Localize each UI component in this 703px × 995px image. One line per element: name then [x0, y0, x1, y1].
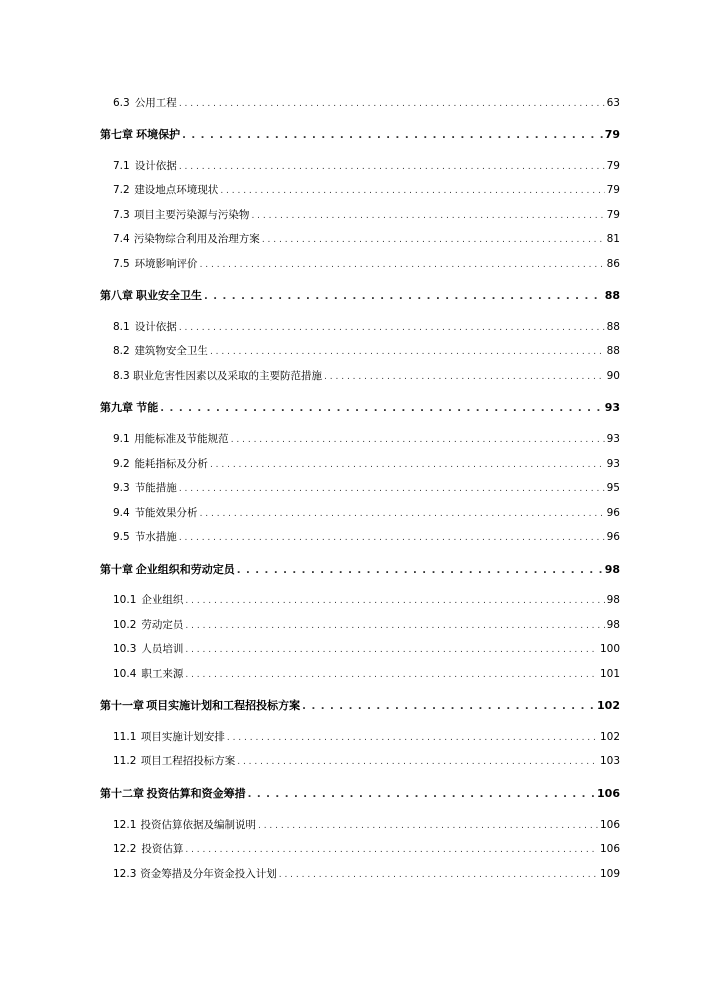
chapter-number: 第十章 — [100, 563, 133, 576]
toc-entry-7-2[interactable] — [113, 182, 620, 197]
entry-page: 63 — [606, 97, 620, 109]
chapter-title: 企业组织和劳动定员 — [135, 563, 235, 576]
entry-page: 93 — [606, 433, 620, 445]
entry-title: 建筑物安全卫生 — [134, 345, 208, 357]
entry-page: 90 — [606, 370, 620, 382]
entry-page: 79 — [606, 184, 620, 196]
chapter-title: 项目实施计划和工程招投标方案 — [146, 699, 301, 712]
toc-entry-9-2[interactable] — [113, 456, 620, 471]
entry-page: 88 — [606, 321, 620, 333]
entry-title: 环境影响评价 — [134, 258, 198, 270]
toc-entry-9-3[interactable] — [113, 480, 620, 495]
dot-leader — [237, 563, 603, 576]
toc-entry-10-3[interactable] — [113, 641, 620, 656]
toc-entry-12-2[interactable] — [113, 841, 620, 856]
entry-number: 10.1 — [113, 594, 137, 606]
toc-entry-11-1[interactable] — [113, 729, 620, 744]
toc-chapter-9[interactable] — [100, 399, 620, 415]
entry-title: 投资估算 — [141, 843, 184, 855]
entry-title: 投资估算依据及编制说明 — [140, 819, 256, 831]
entry-number: 12.3 — [113, 868, 137, 880]
entry-page: 106 — [599, 843, 620, 855]
dot-leader — [185, 843, 598, 855]
entry-page: 81 — [606, 233, 620, 245]
toc-entry-7-5[interactable] — [113, 256, 620, 271]
entry-number: 10.4 — [113, 668, 137, 680]
entry-number: 7.2 — [113, 184, 130, 196]
dot-leader — [179, 482, 605, 494]
entry-title: 职工来源 — [141, 668, 184, 680]
chapter-title: 节能 — [136, 401, 159, 414]
chapter-page: 88 — [604, 289, 620, 302]
dot-leader — [279, 868, 598, 880]
entry-number: 7.3 — [113, 209, 130, 221]
entry-page: 101 — [599, 668, 620, 680]
toc-entry-10-2[interactable] — [113, 617, 620, 632]
dot-leader — [258, 819, 598, 831]
entry-page: 79 — [606, 160, 620, 172]
entry-page: 96 — [606, 507, 620, 519]
dot-leader — [179, 160, 605, 172]
entry-number: 7.1 — [113, 160, 130, 172]
entry-number: 10.2 — [113, 619, 137, 631]
dot-leader — [210, 345, 605, 357]
dot-leader — [179, 97, 605, 109]
dot-leader — [231, 433, 605, 445]
entry-number: 9.3 — [113, 482, 130, 494]
entry-number: 7.5 — [113, 258, 130, 270]
entry-page: 98 — [606, 594, 620, 606]
entry-number: 10.3 — [113, 643, 137, 655]
entry-page: 103 — [599, 755, 620, 767]
toc-entry-10-4[interactable] — [113, 666, 620, 681]
chapter-page: 93 — [604, 401, 620, 414]
entry-title: 节能效果分析 — [134, 507, 198, 519]
entry-title: 资金筹措及分年资金投入计划 — [140, 868, 277, 880]
entry-number: 9.5 — [113, 531, 130, 543]
entry-title: 用能标准及节能规范 — [134, 433, 229, 445]
chapter-page: 79 — [604, 128, 620, 141]
dot-leader — [200, 258, 605, 270]
toc-chapter-10[interactable] — [100, 561, 620, 577]
toc-entry-7-4[interactable] — [113, 231, 620, 246]
entry-title: 项目工程招投标方案 — [140, 755, 236, 767]
entry-page: 86 — [606, 258, 620, 270]
toc-entry-10-1[interactable] — [113, 592, 620, 607]
chapter-number: 第十二章 — [100, 787, 144, 800]
entry-page: 102 — [599, 731, 620, 743]
toc-entry-12-1[interactable] — [113, 817, 620, 832]
entry-number: 8.1 — [113, 321, 130, 333]
dot-leader — [185, 643, 598, 655]
dot-leader — [210, 458, 605, 470]
entry-title: 职业危害性因素以及采取的主要防范措施 — [133, 370, 323, 382]
entry-page: 96 — [606, 531, 620, 543]
entry-number: 12.1 — [113, 819, 137, 831]
entry-title: 公用工程 — [134, 97, 177, 109]
chapter-title: 投资估算和资金筹措 — [146, 787, 246, 800]
entry-title: 劳动定员 — [141, 619, 184, 631]
chapter-page: 102 — [597, 699, 620, 712]
toc-entry-7-1[interactable] — [113, 158, 620, 173]
toc-entry-9-1[interactable] — [113, 431, 620, 446]
chapter-number: 第七章 — [100, 128, 133, 141]
entry-title: 项目主要污染源与污染物 — [133, 209, 250, 221]
entry-title: 人员培训 — [141, 643, 184, 655]
dot-leader — [179, 531, 605, 543]
entry-number: 8.3 — [113, 370, 130, 382]
entry-number: 9.2 — [113, 458, 130, 470]
entry-number: 8.2 — [113, 345, 130, 357]
entry-title: 项目实施计划安排 — [140, 731, 225, 743]
toc-entry-6-3[interactable] — [113, 95, 620, 110]
entry-number: 7.4 — [113, 233, 130, 245]
chapter-number: 第十一章 — [100, 699, 144, 712]
dot-leader — [200, 507, 605, 519]
dot-leader — [227, 731, 598, 743]
toc-entry-7-3[interactable] — [113, 207, 620, 222]
toc-chapter-11[interactable] — [100, 697, 620, 713]
entry-title: 设计依据 — [134, 321, 177, 333]
dot-leader — [237, 755, 598, 767]
entry-title: 建设地点环境现状 — [134, 184, 219, 196]
dot-leader — [248, 787, 595, 800]
dot-leader — [220, 184, 604, 196]
entry-page: 109 — [599, 868, 620, 880]
entry-title: 节水措施 — [134, 531, 177, 543]
chapter-page: 106 — [597, 787, 620, 800]
entry-title: 能耗指标及分析 — [134, 458, 208, 470]
dot-leader — [179, 321, 605, 333]
dot-leader — [262, 233, 605, 245]
dot-leader — [185, 668, 598, 680]
dot-leader — [160, 401, 602, 414]
chapter-page: 98 — [604, 563, 620, 576]
dot-leader — [185, 619, 604, 631]
toc-entry-12-3[interactable] — [113, 866, 620, 881]
toc-chapter-12[interactable] — [100, 785, 620, 801]
entry-page: 88 — [606, 345, 620, 357]
dot-leader — [302, 699, 595, 712]
entry-page: 95 — [606, 482, 620, 494]
dot-leader — [251, 209, 604, 221]
entry-page: 100 — [599, 643, 620, 655]
chapter-number: 第八章 — [100, 289, 133, 302]
entry-page: 106 — [599, 819, 620, 831]
entry-number: 11.2 — [113, 755, 137, 767]
entry-page: 98 — [606, 619, 620, 631]
entry-number: 12.2 — [113, 843, 137, 855]
dot-leader — [185, 594, 604, 606]
entry-number: 9.1 — [113, 433, 130, 445]
toc-entry-9-4[interactable] — [113, 505, 620, 520]
entry-number: 9.4 — [113, 507, 130, 519]
dot-leader — [182, 128, 603, 141]
toc-entry-11-2[interactable] — [113, 753, 620, 768]
toc-entry-8-2[interactable] — [113, 343, 620, 358]
entry-number: 6.3 — [113, 97, 130, 109]
entry-page: 79 — [606, 209, 620, 221]
entry-title: 节能措施 — [134, 482, 177, 494]
chapter-title: 职业安全卫生 — [135, 289, 202, 302]
entry-number: 11.1 — [113, 731, 137, 743]
chapter-title: 环境保护 — [136, 128, 181, 141]
dot-leader — [324, 370, 605, 382]
entry-title: 污染物综合利用及治理方案 — [133, 233, 260, 245]
toc-chapter-8[interactable] — [100, 287, 620, 303]
entry-page: 93 — [606, 458, 620, 470]
toc-entry-8-1[interactable] — [113, 319, 620, 334]
entry-title: 设计依据 — [134, 160, 177, 172]
toc-entry-8-3[interactable] — [113, 368, 620, 383]
toc-chapter-7[interactable] — [100, 126, 620, 142]
entry-title: 企业组织 — [141, 594, 184, 606]
dot-leader — [204, 289, 603, 302]
chapter-number: 第九章 — [100, 401, 133, 414]
toc-entry-9-5[interactable] — [113, 529, 620, 544]
